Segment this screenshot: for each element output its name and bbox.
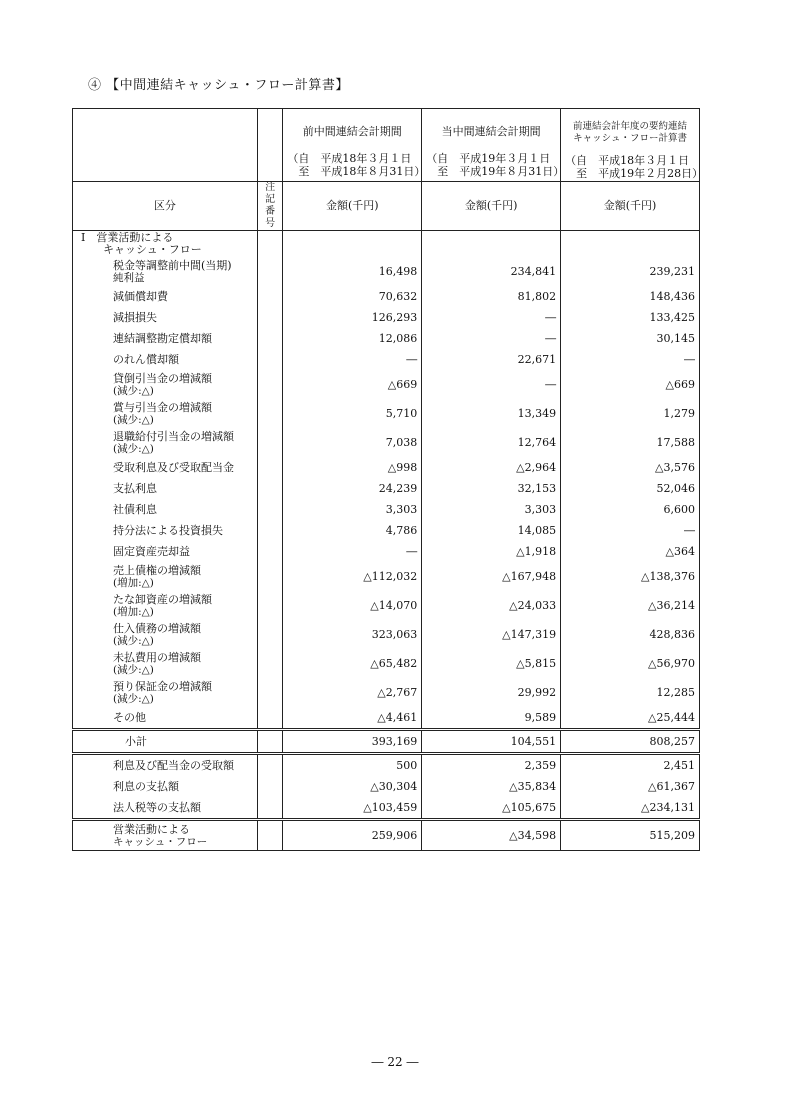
table-row (73, 776, 700, 797)
note-cell (257, 499, 283, 520)
amount-cell: 133,425 (561, 307, 700, 328)
table-row (73, 649, 700, 678)
amount-cell: 428,836 (561, 620, 700, 649)
row-label: その他 (73, 707, 258, 730)
amount-cell: △147,319 (422, 620, 561, 649)
amount-cell: 13,349 (422, 399, 561, 428)
row-label: 固定資産売却益 (73, 541, 258, 562)
note-cell (257, 286, 283, 307)
amount-cell: △138,376 (561, 562, 700, 591)
amount-cell: ― (283, 349, 422, 370)
note-cell (257, 399, 283, 428)
total-row (73, 820, 700, 851)
amount-cell: 12,764 (422, 428, 561, 457)
amount-cell: 12,285 (561, 678, 700, 707)
amount-cell: 1,279 (561, 399, 700, 428)
section-label: Ⅰ 営業活動による キャッシュ・フロー (73, 231, 258, 258)
row-label: 仕入債務の増減額 (減少:△) (73, 620, 258, 649)
table-row (73, 257, 700, 286)
amount-cell: 12,086 (283, 328, 422, 349)
subtotal-amount: 393,169 (283, 730, 422, 754)
row-label: 法人税等の支払額 (73, 797, 258, 820)
amount-cell: 7,038 (283, 428, 422, 457)
note-cell (257, 649, 283, 678)
note-cell (257, 591, 283, 620)
row-label: 賞与引当金の増減額 (減少:△) (73, 399, 258, 428)
amount-cell: 32,153 (422, 478, 561, 499)
note-cell (257, 370, 283, 399)
note-cell (257, 678, 283, 707)
amount-cell: △669 (283, 370, 422, 399)
note-cell (257, 541, 283, 562)
amount-cell: 52,046 (561, 478, 700, 499)
row-label: 貸倒引当金の増減額 (減少:△) (73, 370, 258, 399)
note-cell (257, 257, 283, 286)
amount-cell: △56,970 (561, 649, 700, 678)
note-cell (257, 562, 283, 591)
amount-cell: △35,834 (422, 776, 561, 797)
table-row (73, 286, 700, 307)
row-label: 利息及び配当金の受取額 (73, 754, 258, 777)
note-cell (257, 328, 283, 349)
table-row (73, 520, 700, 541)
amount-cell: 5,710 (283, 399, 422, 428)
note-cell (257, 707, 283, 730)
amount-cell: 3,303 (422, 499, 561, 520)
note-cell (257, 307, 283, 328)
amount-cell: △364 (561, 541, 700, 562)
table-row (73, 478, 700, 499)
note-cell (257, 478, 283, 499)
table-row (73, 562, 700, 591)
amount-cell: 70,632 (283, 286, 422, 307)
note-cell (257, 754, 283, 777)
amount-cell: 500 (283, 754, 422, 777)
row-label: のれん償却額 (73, 349, 258, 370)
table-row (73, 707, 700, 730)
amount-cell: ― (422, 370, 561, 399)
cash-flow-table (72, 108, 704, 851)
row-label: 支払利息 (73, 478, 258, 499)
note-cell (257, 797, 283, 820)
amount-cell: 29,992 (422, 678, 561, 707)
col-prev-header: 前中間連結会計期間 （自 平成18年３月１日 至 平成18年８月31日） (283, 109, 422, 182)
amount-cell: △669 (561, 370, 700, 399)
table-row (73, 499, 700, 520)
subtotal-label: 小計 (73, 730, 258, 754)
table-row (73, 370, 700, 399)
row-label: 連結調整勘定償却額 (73, 328, 258, 349)
col-year-header: 前連結会計年度の要約連結 キャッシュ・フロー計算書 （自 平成18年３月１日 至 平成19年２月28日） (561, 109, 700, 182)
amount-cell: △1,918 (422, 541, 561, 562)
amount-cell: 323,063 (283, 620, 422, 649)
amount-cell: 6,600 (561, 499, 700, 520)
page-title: ④ 【中間連結キャッシュ・フロー計算書】 (88, 78, 349, 93)
header-row-periods (73, 109, 700, 182)
row-label: 退職給付引当金の増減額 (減少:△) (73, 428, 258, 457)
table-row (73, 591, 700, 620)
amount-cell: △112,032 (283, 562, 422, 591)
amount-cell: △167,948 (422, 562, 561, 591)
table-row (73, 349, 700, 370)
table-row (73, 307, 700, 328)
amount-cell: 234,841 (422, 257, 561, 286)
amount-cell: △24,033 (422, 591, 561, 620)
amount-cell: ― (422, 307, 561, 328)
amount-cell: ― (283, 541, 422, 562)
row-label: 売上債権の増減額 (増加:△) (73, 562, 258, 591)
amount-cell: △65,482 (283, 649, 422, 678)
subtotal-amount: 104,551 (422, 730, 561, 754)
kubun-header: 区分 (73, 182, 258, 231)
amount-cell: 24,239 (283, 478, 422, 499)
amount-cell: 14,085 (422, 520, 561, 541)
amount-cell: △3,576 (561, 457, 700, 478)
amount-header: 金額(千円) (283, 182, 422, 231)
section-row (73, 231, 700, 258)
amount-cell: △2,767 (283, 678, 422, 707)
amount-cell: △103,459 (283, 797, 422, 820)
amount-cell: ― (422, 328, 561, 349)
table-row (73, 328, 700, 349)
amount-cell: △30,304 (283, 776, 422, 797)
amount-cell: 4,786 (283, 520, 422, 541)
table-row (73, 457, 700, 478)
note-cell (257, 349, 283, 370)
amount-cell: ― (561, 349, 700, 370)
page-number: ― 22 ― (371, 1055, 419, 1069)
table-row (73, 678, 700, 707)
note-cell (257, 820, 283, 851)
amount-cell: 3,303 (283, 499, 422, 520)
row-label: 利息の支払額 (73, 776, 258, 797)
amount-cell: 2,359 (422, 754, 561, 777)
table-row (73, 541, 700, 562)
subtotal-row (73, 730, 700, 754)
amount-cell: 22,671 (422, 349, 561, 370)
note-cell (257, 776, 283, 797)
note-cell (257, 428, 283, 457)
row-label: 預り保証金の増減額 (減少:△) (73, 678, 258, 707)
table-row (73, 754, 700, 777)
amount-cell: △2,964 (422, 457, 561, 478)
amount-header: 金額(千円) (422, 182, 561, 231)
amount-cell: △14,070 (283, 591, 422, 620)
row-label: 減損損失 (73, 307, 258, 328)
row-label: 税金等調整前中間(当期) 純利益 (73, 257, 258, 286)
amount-cell: 30,145 (561, 328, 700, 349)
table-row (73, 428, 700, 457)
table-row (73, 620, 700, 649)
amount-cell: 515,209 (561, 820, 700, 851)
amount-cell: 16,498 (283, 257, 422, 286)
amount-cell: 239,231 (561, 257, 700, 286)
subtotal-amount: 808,257 (561, 730, 700, 754)
row-label: 受取利息及び受取配当金 (73, 457, 258, 478)
row-label: 減価償却費 (73, 286, 258, 307)
row-label: 持分法による投資損失 (73, 520, 258, 541)
table-row (73, 399, 700, 428)
amount-cell: △998 (283, 457, 422, 478)
amount-cell: 2,451 (561, 754, 700, 777)
amount-cell: △234,131 (561, 797, 700, 820)
amount-cell: △4,461 (283, 707, 422, 730)
note-header: 注記 番号 (257, 182, 283, 231)
amount-cell: ― (561, 520, 700, 541)
col-curr-header: 当中間連結会計期間 （自 平成19年３月１日 至 平成19年８月31日） (422, 109, 561, 182)
row-label: たな卸資産の増減額 (増加:△) (73, 591, 258, 620)
amount-cell: △61,367 (561, 776, 700, 797)
amount-cell: △36,214 (561, 591, 700, 620)
amount-cell: 148,436 (561, 286, 700, 307)
header-row-units (73, 182, 700, 231)
row-label: 社債利息 (73, 499, 258, 520)
note-cell (257, 520, 283, 541)
note-cell (257, 620, 283, 649)
amount-cell: △105,675 (422, 797, 561, 820)
amount-cell: 81,802 (422, 286, 561, 307)
amount-cell: 17,588 (561, 428, 700, 457)
amount-cell: 9,589 (422, 707, 561, 730)
amount-cell: △25,444 (561, 707, 700, 730)
amount-cell: △5,815 (422, 649, 561, 678)
row-label: 未払費用の増減額 (減少:△) (73, 649, 258, 678)
row-label: 営業活動による キャッシュ・フロー (73, 820, 258, 851)
note-cell (257, 457, 283, 478)
table-row (73, 797, 700, 820)
amount-header: 金額(千円) (561, 182, 700, 231)
amount-cell: 259,906 (283, 820, 422, 851)
amount-cell: 126,293 (283, 307, 422, 328)
amount-cell: △34,598 (422, 820, 561, 851)
